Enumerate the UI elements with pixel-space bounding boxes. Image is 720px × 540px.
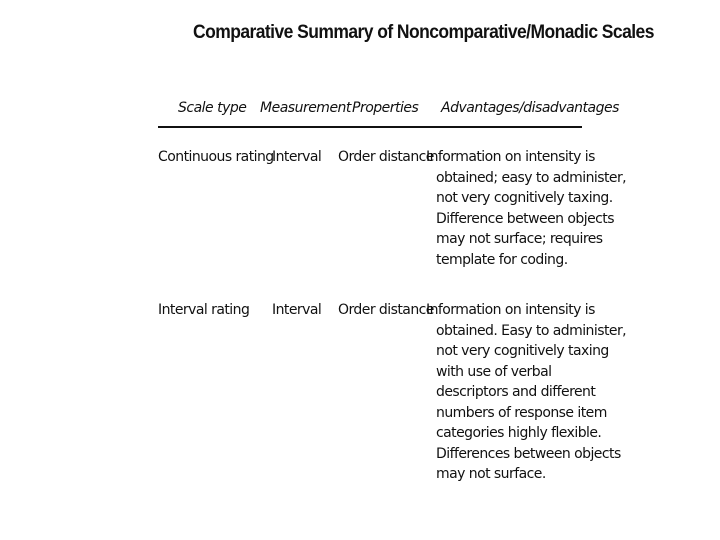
row-1-advantages-line: obtained; easy to administer, <box>436 169 627 186</box>
row-1-scale-type: Continuous rating <box>158 149 274 165</box>
row-1-advantages-line: may not surface; requires <box>436 231 603 247</box>
row-2-measurement: Interval <box>272 302 322 318</box>
row-2-advantages <box>426 300 626 485</box>
row-2-advantages-line: may not surface. <box>436 466 546 482</box>
header-rule <box>158 126 582 128</box>
page-title: Comparative Summary of Noncomparative/Monadic Scales <box>193 22 654 43</box>
row-2-advantages-line: numbers of response item <box>436 404 607 421</box>
row-2-scale-type: Interval rating <box>158 302 250 318</box>
column-header-measurement: Measurement <box>260 100 351 116</box>
row-1-advantages-line: not very cognitively taxing. <box>436 190 613 206</box>
row-1-advantages <box>426 147 626 270</box>
column-header-properties: Properties <box>352 100 419 116</box>
row-1-advantages-line: template for coding. <box>436 251 568 268</box>
column-header-advantages: Advantages/disadvantages <box>441 100 619 116</box>
row-1-advantages-line: Information on intensity is <box>426 149 595 165</box>
row-1-measurement: Interval <box>272 149 322 165</box>
row-2-advantages-line: Differences between objects <box>436 445 621 462</box>
row-2-advantages-line: Information on intensity is <box>426 302 595 318</box>
row-1-properties: Order distance <box>338 149 434 165</box>
row-2-advantages-line: not very cognitively taxing <box>436 343 609 359</box>
row-2-advantages-line: categories highly flexible. <box>436 425 602 441</box>
row-2-properties: Order distance <box>338 302 434 318</box>
column-header-scale-type: Scale type <box>178 100 247 116</box>
row-2-advantages-line: with use of verbal <box>436 363 552 380</box>
row-2-advantages-line: obtained. Easy to administer, <box>436 322 627 339</box>
row-2-advantages-line: descriptors and different <box>436 384 596 400</box>
row-1-advantages-line: Difference between objects <box>436 210 614 227</box>
